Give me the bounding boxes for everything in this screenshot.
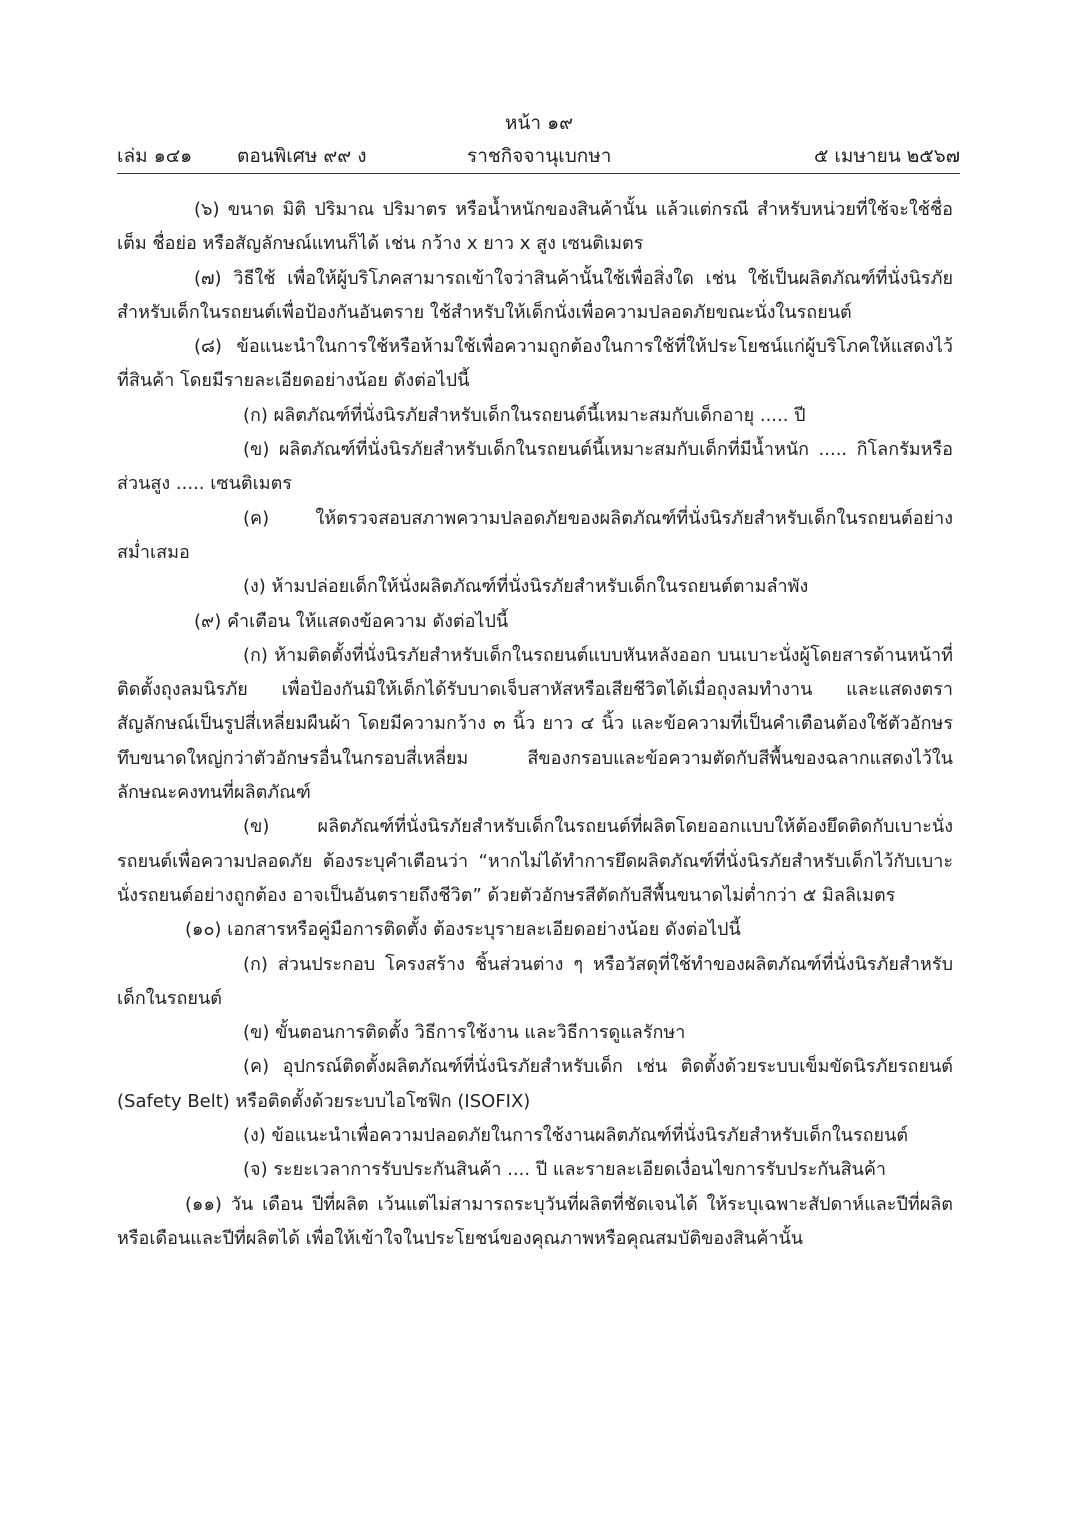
paragraph-item-7: (๗) วิธีใช้ เพื่อให้ผู้บริโภคสามารถเข้าใจว่าสินค้านั้นใช้เพื่อสิ่งใด เช่น ใช้เป็นผลิตภัณฑ์ที่นั่งนิรภัยสำหรับเด็กในรถยนต์เพื่อป้องกันอันตราย ใช้สำหรับให้เด็กนั่งเพื่อความปลอดภัยขณะนั่งในรถยนต์: [117, 267, 953, 323]
paragraph-item-10e: (จ) ระยะเวลาการรับประกันสินค้า .... ปี และรายละเอียดเงื่อนไขการรับประกันสินค้า: [243, 1159, 887, 1181]
paragraph-item-10c: (ค) อุปกรณ์ติดตั้งผลิตภัณฑ์ที่นั่งนิรภัยสำหรับเด็ก เช่น ติดตั้งด้วยระบบเข็มขัดนิรภัยรถยนต์ (Safety Belt) หรือติดตั้งด้วยระบบไอโซฟิก (ISOFIX): [117, 1056, 953, 1112]
paragraph-item-9b: (ข) ผลิตภัณฑ์ที่นั่งนิรภัยสำหรับเด็กในรถยนต์ที่ผลิตโดยออกแบบให้ต้องยึดติดกับเบาะนั่งรถยนต์เพื่อความปลอดภัย ต้องระบุคำเตือนว่า “หากไม่ได้ทำการยึดผลิตภัณฑ์ที่นั่งนิรภัยสำหรับเด็กไว้กับเบาะนั่งรถยนต์อย่างถูกต้อง อาจเป็นอันตรายถึงชีวิต” ด้วยตัวอักษรสีตัดกับสีพื้นขนาดไม่ต่ำกว่า ๕ มิลลิเมตร: [117, 816, 953, 906]
paragraph-item-8d: (ง) ห้ามปล่อยเด็กให้นั่งผลิตภัณฑ์ที่นั่งนิรภัยสำหรับเด็กในรถยนต์ตามลำพัง: [243, 576, 809, 598]
paragraph-item-8a: (ก) ผลิตภัณฑ์ที่นั่งนิรภัยสำหรับเด็กในรถยนต์นี้เหมาะสมกับเด็กอายุ ..... ปี: [243, 404, 806, 426]
paragraph-item-6: (๖) ขนาด มิติ ปริมาณ ปริมาตร หรือน้ำหนักของสินค้านั้น แล้วแต่กรณี สำหรับหน่วยที่ใช้จะใช้ชื่อเต็ม ชื่อย่อ หรือสัญลักษณ์แทนก็ได้ เช่น กว้าง x ยาว x สูง เซนติเมตร: [117, 199, 953, 255]
paragraph-item-8: (๘) ข้อแนะนำในการใช้หรือห้ามใช้เพื่อความถูกต้องในการใช้ที่ให้ประโยชน์แก่ผู้บริโภคให้แสดงไว้ที่สินค้า โดยมีรายละเอียดอย่างน้อย ดังต่อไปนี้: [117, 336, 953, 392]
paragraph-item-9: (๙) คำเตือน ให้แสดงข้อความ ดังต่อไปนี้: [194, 610, 509, 632]
gazette-title: ราชกิจจานุเบกษา: [467, 145, 612, 167]
volume-label: เล่ม ๑๔๑: [117, 145, 193, 167]
paragraph-item-8c: (ค) ให้ตรวจสอบสภาพความปลอดภัยของผลิตภัณฑ์ที่นั่งนิรภัยสำหรับเด็กในรถยนต์อย่างสม่ำเสมอ: [117, 507, 953, 563]
paragraph-item-9a: (ก) ห้ามติดตั้งที่นั่งนิรภัยสำหรับเด็กในรถยนต์แบบหันหลังออก บนเบาะนั่งผู้โดยสารด้านหน้าที่ติดตั้งถุงลมนิรภัย เพื่อป้องกันมิให้เด็กได้รับบาดเจ็บสาหัสหรือเสียชีวิตได้เมื่อถุงลมทำงาน และแสดงตราสัญลักษณ์เป็นรูปสี่เหลี่ยมผืนผ้า โดยมีความกว้าง ๓ นิ้ว ยาว ๔ นิ้ว และข้อความที่เป็นคำเตือนต้องใช้ตัวอักษรทึบขนาดใหญ่กว่าตัวอักษรอื่นในกรอบสี่เหลี่ยม สีของกรอบและข้อความตัดกับสีพื้นของฉลากแสดงไว้ในลักษณะคงทนที่ผลิตภัณฑ์: [117, 644, 953, 804]
issue-label: ตอนพิเศษ ๙๙ ง: [237, 145, 367, 167]
gazette-header: [117, 142, 960, 170]
paragraph-item-11: (๑๑) วัน เดือน ปีที่ผลิต เว้นแต่ไม่สามารถระบุวันที่ผลิตที่ชัดเจนได้ ให้ระบุเฉพาะสัปดาห์และปีที่ผลิต หรือเดือนและปีที่ผลิตได้ เพื่อให้เข้าใจในประโยชน์ของคุณภาพหรือคุณสมบัติของสินค้านั้น: [117, 1193, 953, 1249]
paragraph-item-10d: (ง) ข้อแนะนำเพื่อความปลอดภัยในการใช้งานผลิตภัณฑ์ที่นั่งนิรภัยสำหรับเด็กในรถยนต์: [243, 1125, 909, 1147]
paragraph-item-8b: (ข) ผลิตภัณฑ์ที่นั่งนิรภัยสำหรับเด็กในรถยนต์นี้เหมาะสมกับเด็กที่มีน้ำหนัก ..... กิโลกรัมหรือส่วนสูง ..... เซนติเมตร: [117, 439, 953, 495]
paragraph-item-10a: (ก) ส่วนประกอบ โครงสร้าง ชิ้นส่วนต่าง ๆ หรือวัสดุที่ใช้ทำของผลิตภัณฑ์ที่นั่งนิรภัยสำหรับเด็กในรถยนต์: [117, 953, 953, 1009]
paragraph-item-10b: (ข) ขั้นตอนการติดตั้ง วิธีการใช้งาน และวิธีการดูแลรักษา: [243, 1022, 686, 1044]
header-divider: [117, 173, 960, 174]
publication-date: ๕ เมษายน ๒๕๖๗: [813, 145, 960, 167]
document-body: [117, 193, 953, 1256]
paragraph-item-10: (๑๐) เอกสารหรือคู่มือการติดตั้ง ต้องระบุรายละเอียดอย่างน้อย ดังต่อไปนี้: [185, 919, 741, 941]
page-number: หน้า ๑๙: [504, 112, 574, 134]
